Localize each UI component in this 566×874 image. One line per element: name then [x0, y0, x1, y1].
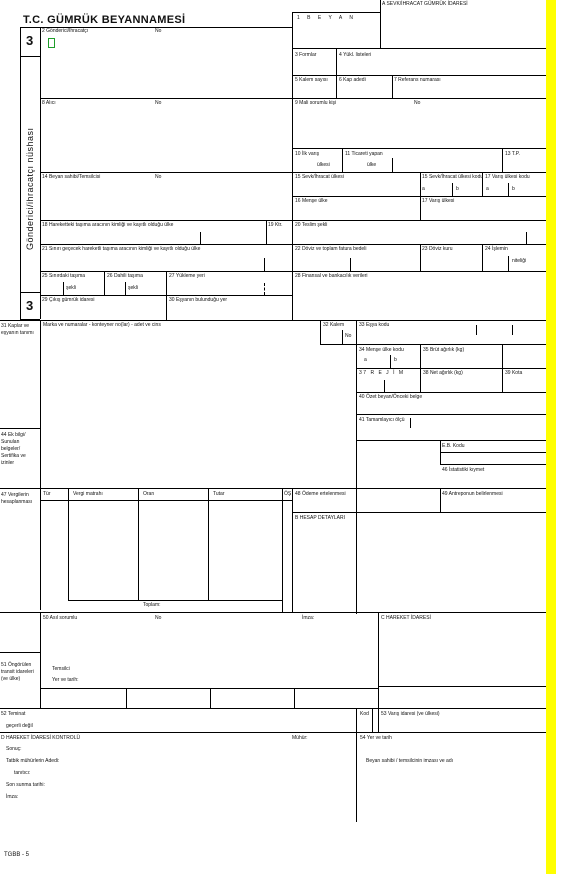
box15a-a: a — [422, 186, 425, 192]
box19-label: 19 Ktr. — [268, 222, 283, 228]
box44-side-label: 44 Ek bilgi/ Sunulan belgeler/ Sertifika ve izinler — [1, 432, 26, 466]
box49-label: 49 Antreponun belirlenmesi — [442, 491, 503, 497]
box34-a: a — [364, 357, 367, 363]
box28-label: 28 Finansal ve bankacılık verileri — [295, 273, 368, 279]
box10-sub: ülkesi — [317, 162, 330, 168]
box15a-b: b — [456, 186, 459, 192]
box23-label: 23 Döviz kuru — [422, 246, 453, 252]
box11-label: 11 Ticareti yapan — [345, 151, 383, 157]
box4-label: 4 Yükl. listeleri — [339, 52, 372, 58]
representative-label: Temsilci — [52, 666, 70, 672]
box24-sub: niteliği — [512, 258, 527, 264]
box2-label: 2 Gönderici/İhracatçı — [42, 28, 89, 34]
identifier-label: tanıtıcı: — [14, 770, 31, 776]
box8-no: No — [155, 100, 162, 106]
box33-label: 33 Eşya kodu — [359, 322, 390, 328]
box16-label: 16 Menşe ülke — [295, 198, 328, 204]
deadline-label: Son sunma tarihi: — [6, 782, 45, 788]
box38-label: 38 Net ağırlık (kg) — [423, 370, 463, 376]
box6-label: 6 Kap adedi — [339, 77, 366, 83]
col-oran: Oran — [143, 491, 155, 497]
box27-label: 27 Yükleme yeri — [169, 273, 205, 279]
box47-side-label: 47 Vergilerin hesaplanması — [1, 492, 33, 505]
box51-side-label: 51 Öngörülen transit idareleri (ve ülke) — [1, 662, 34, 682]
box46-label: 46 İstatistiki kıymet — [442, 467, 485, 473]
box39-label: 39 Kota — [505, 370, 523, 376]
box54-label: 54 Yer ve tarih — [360, 735, 392, 741]
place-date-label: Yer ve tarih: — [52, 677, 79, 683]
seal-label: Mühür: — [292, 735, 308, 741]
box52-sub: geçerli değil — [6, 723, 33, 729]
box15-label: 15 Sevk/İhracat ülkesi — [295, 174, 344, 180]
box17a-label: 17 Varış ülkesi kodu — [485, 174, 530, 180]
box13-label: 13 T.P. — [505, 151, 520, 157]
box53-label: 53 Varış idaresi (ve ülkesi) — [381, 711, 440, 717]
box18-label: 18 Hareketteki taşıma aracının kimliği ve kayıtlı olduğu ülke — [42, 222, 174, 228]
box50-label: 50 Asıl sorumlu — [43, 615, 78, 621]
form-code: TGBB - 5 — [4, 852, 30, 858]
box22-label: 22 Döviz ve toplam fatura bedeli — [295, 246, 367, 252]
box26-sub: şekli — [128, 285, 139, 291]
copy-number: 3 — [26, 33, 34, 48]
box52-label: 52 Teminat — [1, 711, 26, 717]
box26-label: 26 Dahili taşıma — [107, 273, 143, 279]
col-matrah: Vergi matrahı — [73, 491, 103, 497]
yellow-margin-strip — [546, 0, 556, 874]
box-d-label: D HAREKET İDARESİ KONTROLÜ — [1, 735, 81, 741]
box2-no: No — [155, 28, 162, 34]
box50-no: No — [155, 615, 162, 621]
box37-label: 37 R E J İ M — [359, 370, 405, 376]
eb-code-label: E.B. Kodu — [442, 443, 465, 449]
box8-label: 8 Alıcı — [42, 100, 56, 106]
seals-count-label: Tatbik mühürlerin Adedi: — [6, 758, 60, 764]
box17a-b: b — [512, 186, 515, 192]
box25-sub: şekli — [66, 285, 77, 291]
box40-label: 40 Özet beyan/Önceki belge — [359, 394, 423, 400]
copy-number-bottom: 3 — [26, 298, 34, 313]
box21-label: 21 Sınırı geçecek hareketli taşıma aracının kimliği ve kayıtlı olduğu ülke — [42, 246, 201, 252]
box32-no: No — [345, 333, 352, 339]
box14-no: No — [155, 174, 162, 180]
result-label: Sonuç: — [6, 746, 22, 752]
box34-label: 34 Menşe ülke kodu — [359, 347, 404, 353]
box20-label: 20 Teslim şekli — [295, 222, 328, 228]
box-b-label: B HESAP DETAYLARI — [295, 515, 346, 521]
box31-side-label: 31 Kaplar ve eşyanın tanımı — [1, 323, 34, 336]
green-marker — [48, 38, 55, 48]
form-title: T.C. GÜMRÜK BEYANNAMESİ — [23, 14, 186, 26]
box5-label: 5 Kalem sayısı — [295, 77, 328, 83]
box32-label: 32 Kalem — [323, 322, 345, 328]
tax-total: Toplam: — [143, 602, 161, 608]
box50-signature: İmza: — [302, 615, 315, 621]
copy-vertical-label: Gönderici/ihracatçı nüshası — [25, 127, 35, 250]
box29-label: 29 Çıkış gümrük idaresi — [42, 297, 95, 303]
box10-label: 10 İlk varış — [295, 151, 320, 157]
box11-sub: ülke — [367, 162, 377, 168]
signature-label: İmza: — [6, 794, 19, 800]
col-tutar: Tutar — [213, 491, 225, 497]
box35-label: 35 Brüt ağırlık (kg) — [423, 347, 465, 353]
box1-label: 1 B E Y A N — [297, 15, 356, 21]
box-a-label: A SEVK/İHRACAT GÜMRÜK İDARESİ — [382, 1, 468, 7]
box9-no: No — [414, 100, 421, 106]
col-tur: Tür — [43, 491, 51, 497]
col-os: ÖŞ — [284, 491, 292, 497]
box30-label: 30 Eşyanın bulunduğu yer — [169, 297, 228, 303]
box48-label: 48 Ödeme ertelenmesi — [295, 491, 346, 497]
box-c-label: C HAREKET İDARESİ — [381, 615, 431, 621]
box3-label: 3 Formlar — [295, 52, 317, 58]
box41-label: 41 Tamamlayıcı ölçü — [359, 417, 405, 423]
box31-label: Marka ve numaralar - konteyner no(lar) - adet ve cins — [43, 322, 161, 328]
box54-sub: Beyan sahibi / temsilcinin imzası ve adı — [366, 758, 453, 764]
box17-label: 17 Varış ülkesi — [422, 198, 455, 204]
box17a-a: a — [486, 186, 489, 192]
box15a-label: 15 Sevk/İhracat ülkesi kodu — [422, 174, 484, 180]
code-label: Kod — [360, 711, 369, 717]
box7-label: 7 Referans numarası — [394, 77, 441, 83]
box25-label: 25 Sınırdaki taşıma — [42, 273, 86, 279]
box14-label: 14 Beyan sahibi/Temsilcisi — [42, 174, 101, 180]
box34-b: b — [394, 357, 397, 363]
box24-label: 24 İşlemin — [485, 246, 508, 252]
box9-label: 9 Mali sorumlu kişi — [295, 100, 337, 106]
